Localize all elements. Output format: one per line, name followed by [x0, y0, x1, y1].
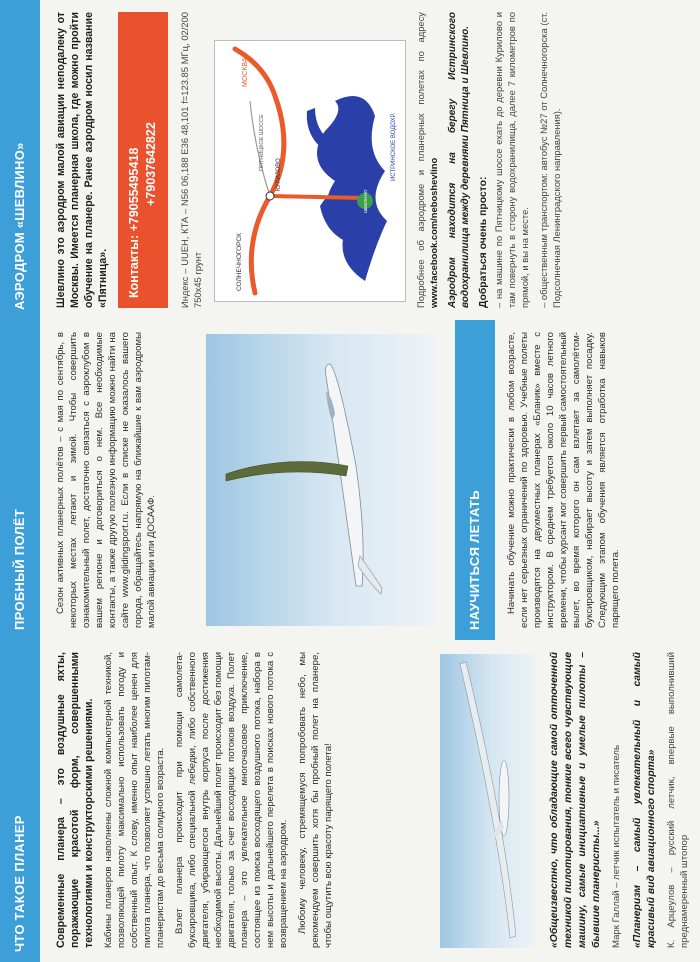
paragraph-takeoff: Взлет планера происходит при помощи самолета-буксировщика, либо специальной лебедки, либо собственного двигателя, убирающегося внутрь корпуса после достижения необходимой высоты. Дальнейший полет происходит без помощи двигателя, только за счет восходящих потоков воздуха. Полет планера – это увлекательное многочасовое приключение, состоящее из поиска восходящего воздушного потока, набора в нем высоты и дальнейшего перелета в поисках нового потока с возвращением на аэродром.: [174, 652, 289, 948]
facebook-info: [414, 12, 440, 308]
map-label-pyatnitskoe: ПЯТНИЦКОЕ ШОССЕ: [259, 114, 265, 171]
author-gallay: Марк Галлай – летчик испытатель и писатель: [611, 744, 622, 948]
heading-what-is-glider: ЧТО ТАКОЕ ПЛАНЕР: [0, 640, 40, 962]
learn-to-fly-text: Начинать обучение можно практически в любом возрасте, если нет серьезных ограничений по здоровью. Учебные полеты производятся на двухместных планерах «Бланик» вместе с инструктором. В среднем требуется около 10 часов летного времени, чтобы курсант мог совершить первый самостоятельный вылет, во время которого он сам взлетает за самолётом-буксировщиком, набирает высоту и затем выполняет посадку. Следующим этапом обучения является отработка навыков парящего полета.: [506, 332, 621, 628]
map-label-moscow: МОСКВА: [242, 57, 249, 87]
airfield-location: Аэродром находится на берегу Истринского водохранилища между деревнями Пятница и Шевлино.: [447, 12, 471, 308]
heading-learn-to-fly: НАУЧИТЬСЯ ЛЕТАТЬ: [455, 320, 495, 640]
facebook-link[interactable]: www.facebook.com/neboshevlino: [428, 157, 439, 308]
airfield-index: Индекс – UUEH, КТА – N56 06,188 E36 48,101 f=123.85 МГц, 02/200 750х45 грунт: [179, 12, 203, 308]
quote-gallay: «Общеизвестно, что обладающие самой отточенной техникой пилотирования, тонкие всего чувствующие машину, самые инициативные и умелые пилоты – бывшие планеристы...»: [549, 652, 602, 948]
panel-what-is-glider: [0, 640, 700, 962]
route-map: [214, 40, 406, 302]
contacts-box: [118, 12, 168, 308]
author-artseulov: К. Арцеулов – русский летчик, впервые выполнивший преднамеренный штопор: [666, 652, 690, 948]
route-map-svg: [215, 41, 405, 301]
phone-2[interactable]: +79037642822: [144, 122, 158, 206]
glider-photo-left: [440, 654, 536, 948]
trial-flight-text: Сезон активных планерных полётов – с мая по сентябрь, в некоторых местах летают и зимой. Чтобы совершить ознакомительный полет, достаточно связаться с аэроклубом в вашем регионе и договориться о нем. Все необходимые контакты, а также другую полезную информацию можно найти на сайте www.glidingsport.ru. Если в списке не оказалось вашего города, обращайтесь напрямую на ближайшие к вам аэродромы малой авиации или ДОСААФ.: [55, 332, 157, 628]
howto-bus: – общественным транспортом: автобус №27 от Солнечногорска (ст. Подсолнечная Ленинградского направления).: [538, 12, 562, 308]
map-label-solnechnogorsk: СОЛНЕЧНОГОРСК: [236, 233, 243, 291]
howto-car: – на машине по Пятницкому шоссе ехать до деревни Курилово и там повернуть в сторону водохранилища, далее 7 километров по прямой, и вы на месте.: [493, 12, 530, 308]
paragraph-cabins: Кабины планеров наполнены сложной компьютерной техникой, позволяющей пилоту максимально использовать погоду и собственный опыт. К слову, именно опыт наиболее ценен для пилота планера, что позволяет успешно летать многим пилотам-планеристам до весьма солидного возраста.: [103, 652, 166, 948]
phone-1[interactable]: +79055495418: [127, 147, 141, 232]
map-label-reservoir: ИСТРИНСКОЕ ВОДОХР.: [391, 112, 397, 181]
glider-photo-middle: [206, 334, 436, 626]
panel-airfield: [0, 0, 700, 320]
map-label-shevlino: ШЕВЛИНО: [363, 189, 368, 213]
paragraph-recommend: Любому человеку, стремящемуся попробовать небо, мы рекомендуем совершить хотя бы пробный полет на планере, чтобы ощутить всю красоту парящего полета!: [297, 652, 334, 948]
contacts-label: Контакты:: [127, 234, 141, 298]
map-label-kurilovo: КУРИЛОВО: [276, 158, 282, 191]
panel-trial-flight: [0, 320, 700, 640]
intro-text: Современные планера – это воздушные яхты, поражающие красотой форм, совершенными технологиями и конструкторскими решениями.: [55, 652, 95, 948]
airfield-intro: Шевлино это аэродром малой авиации неподалеку от Москвы. Имеется планерная школа, где можно пройти обучение на планере. Ранее аэродром носил название «Пятница».: [55, 12, 109, 308]
howto-title: Добраться очень просто:: [478, 176, 489, 308]
heading-trial-flight: ПРОБНЫЙ ПОЛЁТ: [0, 320, 40, 640]
facebook-pre: Подробнее об аэродроме и планерных полетах по адресу: [415, 12, 426, 308]
quote-artseulov: «Планеризм – самый увлекательный и самый красивый вид авиационного спорта»: [632, 652, 657, 948]
heading-airfield: АЭРОДРОМ «ШЕВЛИНО»: [0, 0, 40, 320]
